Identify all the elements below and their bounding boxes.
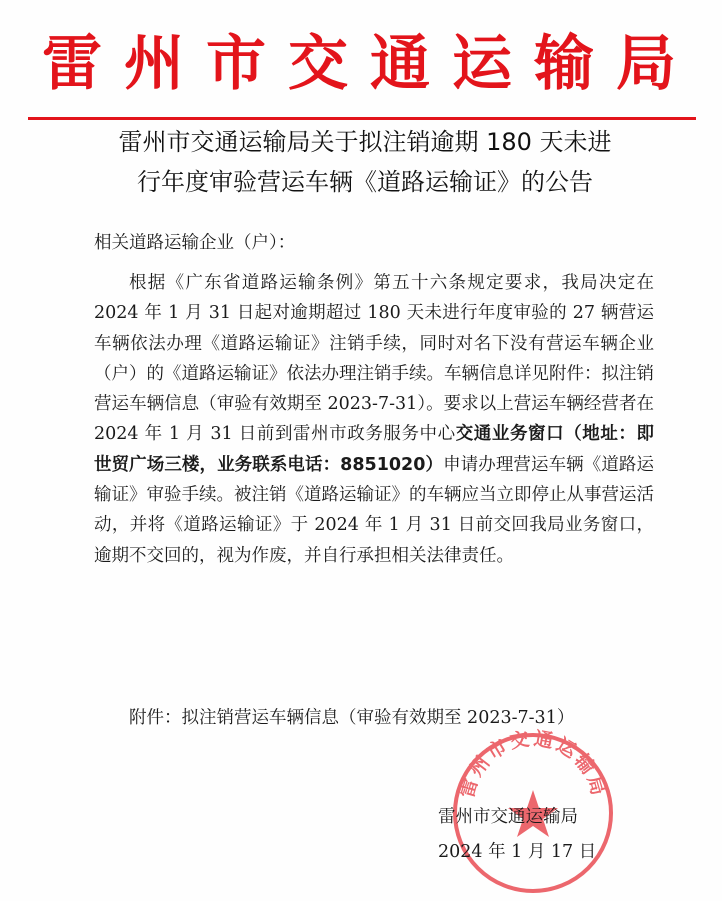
letterhead-title: 雷州市交通运输局 bbox=[42, 29, 698, 99]
notice-body bbox=[94, 268, 654, 571]
signature-organization: 雷州市交通运输局 bbox=[438, 807, 578, 827]
addressee: 相关道路运输企业（户）： bbox=[94, 233, 296, 253]
attachment-line: 附件：拟注销营运车辆信息（审验有效期至 2023-7-31） bbox=[129, 708, 575, 728]
body-text-bold: 交通业务窗口（地址：即世贸广场三楼，业务联系电话：8851020） bbox=[94, 424, 654, 475]
signature-date: 2024 年 1 月 17 日 bbox=[438, 842, 597, 862]
seal-arc-text: 雷州市交通运输局 bbox=[455, 728, 611, 801]
notice-title-line-2: 行年度审验营运车辆《道路运输证》的公告 bbox=[137, 168, 593, 196]
letterhead-divider bbox=[28, 117, 696, 120]
notice-title bbox=[60, 122, 670, 202]
body-text-part-2: 申请办理营运车辆《道路运输证》审验手续。被注销《道路运输证》的车辆应当立即停止从事营运活动，并将《道路运输证》于 2024 年 1 月 31 日前交回我局业务窗口，逾期不交回的，视为作废，并自行承担相关法律责任。 bbox=[94, 454, 654, 566]
notice-title-line-1: 雷州市交通运输局关于拟注销逾期 180 天未进 bbox=[118, 128, 612, 156]
body-text-part-1: 根据《广东省道路运输条例》第五十六条规定要求，我局决定在 2024 年 1 月 31 日起对逾期超过 180 天未进行年度审验的 27 辆营运车辆依法办理《道路运输证》注销手续，同时对名下没有营运车辆企业（户）的《道路运输证》依法办理注销手续。车辆信息详见附件：拟注销营运车辆信息（审验有效期至 2023-7-31）。要求以上营运车辆经营者在 2024 年 1 月 31 日前到雷州市政务服务中心 bbox=[94, 273, 654, 445]
